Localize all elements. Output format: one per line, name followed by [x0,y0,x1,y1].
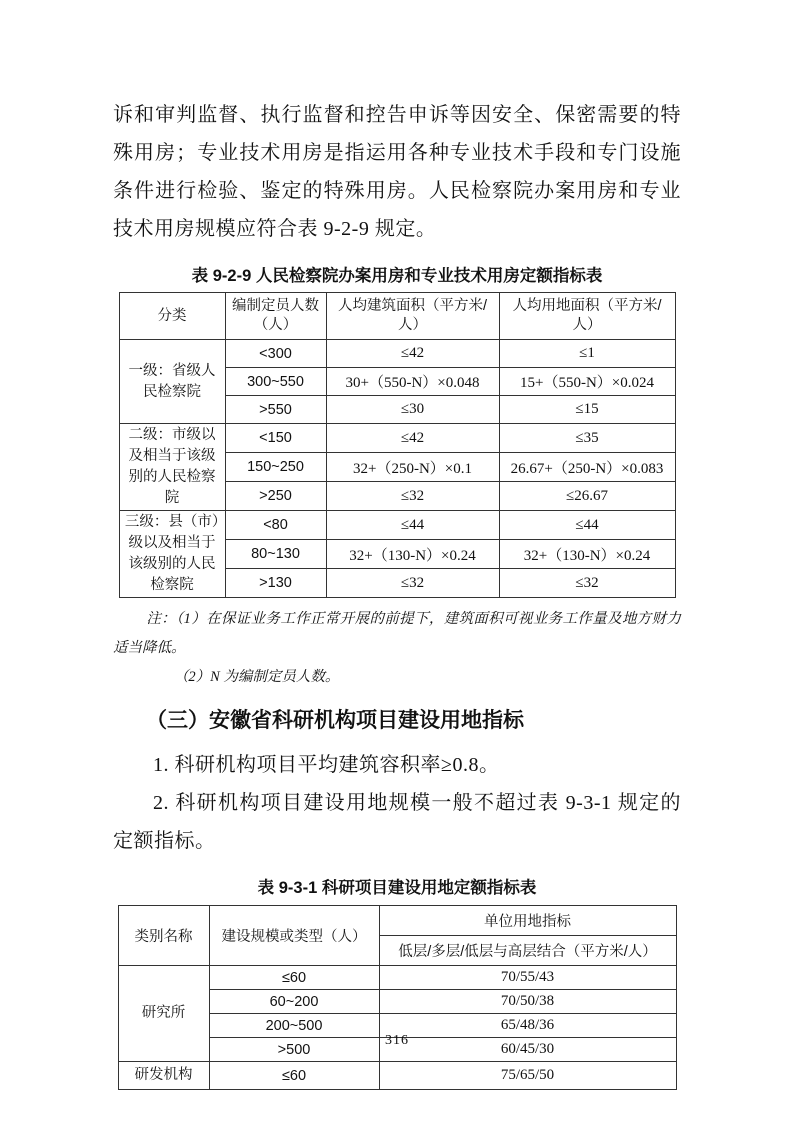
table-cell: 80~130 [225,540,326,569]
category-cell-research-institute: 研究所 [118,966,209,1062]
list-item-1: 1. 科研机构项目平均建筑容积率≥0.8。 [153,754,500,776]
header-scale-type: 建设规模或类型（人） [209,906,379,966]
table-header-row [118,906,676,936]
page-number: 316 [385,1033,409,1048]
table-cell: ≤15 [499,396,675,424]
table-cell: ≤32 [326,482,499,511]
category-cell-level1: 一级：省级人民检察院 [119,340,225,424]
table-9-3-1 [118,905,677,1090]
table-cell: 32+（130-N）×0.24 [499,540,675,569]
header-unit-land-indicator: 单位用地指标 [379,906,676,936]
table-cell: ≤42 [326,340,499,368]
list-item-2: 2. 科研机构项目建设用地规模一般不超过表 9-3-1 规定的定额指标。 [113,792,681,852]
table-cell: >550 [225,396,326,424]
table-cell: ≤26.67 [499,482,675,511]
table-9-3-1-title: 表 9-3-1 科研项目建设用地定额指标表 [257,879,537,897]
header-land-area: 人均用地面积（平方米/人） [499,293,675,340]
section-heading: （三）安徽省科研机构项目建设用地指标 [146,709,524,732]
table-notes [113,605,681,692]
category-cell-level3: 三级：县（市）级以及相当于该级别的人民检察院 [119,511,225,598]
table-cell: 150~250 [225,453,326,482]
table-cell: 26.67+（250-N）×0.083 [499,453,675,482]
table-9-2-9 [119,292,676,598]
table-row [118,1062,676,1090]
table-row [119,511,675,540]
table-row [118,966,676,990]
table-cell: <150 [225,424,326,453]
table-row [119,424,675,453]
table-cell: <300 [225,340,326,368]
table-header-row [119,293,675,340]
table-cell: <80 [225,511,326,540]
note-2: （2）N 为编制定员人数。 [173,669,340,685]
table-cell: 30+（550-N）×0.048 [326,368,499,396]
header-storey-combination: 低层/多层/低层与高层结合（平方米/人） [379,936,676,966]
table-cell: 75/65/50 [379,1062,676,1090]
table-cell: ≤42 [326,424,499,453]
note-1: 注：（1）在保证业务工作正常开展的前提下，建筑面积可视业务工作量及地方财力适当降低。 [113,611,681,656]
table-cell: ≤1 [499,340,675,368]
table-cell: ≤44 [499,511,675,540]
table-cell: ≤32 [326,569,499,598]
table-cell: ≤32 [499,569,675,598]
table-cell: 32+（130-N）×0.24 [326,540,499,569]
table-cell: >250 [225,482,326,511]
table-cell: ≤60 [209,1062,379,1090]
table-cell: ≤35 [499,424,675,453]
table-cell: 60/45/30 [379,1038,676,1062]
header-category: 分类 [119,293,225,340]
category-cell-rd-institution: 研发机构 [118,1062,209,1090]
table-9-2-9-title: 表 9-2-9 人民检察院办案用房和专业技术用房定额指标表 [191,267,603,285]
table-cell: ≤60 [209,966,379,990]
header-staff-count: 编制定员人数（人） [225,293,326,340]
table-cell: 60~200 [209,990,379,1014]
header-category-name: 类别名称 [118,906,209,966]
table-cell: 300~550 [225,368,326,396]
table-cell: 70/55/43 [379,966,676,990]
table-cell: >130 [225,569,326,598]
intro-paragraph: 诉和审判监督、执行监督和控告申诉等因安全、保密需要的特殊用房；专业技术用房是指运用各种专业技术手段和专门设施条件进行检验、鉴定的特殊用房。人民检察院办案用房和专业技术用房规模应符合表 9-2-9 规定。 [113,104,681,240]
table-cell: ≤30 [326,396,499,424]
category-cell-level2: 二级：市级以及相当于该级别的人民检察院 [119,424,225,511]
table-cell: 65/48/36 [379,1014,676,1038]
table-cell: 200~500 [209,1014,379,1038]
table-cell: 32+（250-N）×0.1 [326,453,499,482]
table-cell: >500 [209,1038,379,1062]
table-row [119,340,675,368]
table-cell: 70/50/38 [379,990,676,1014]
header-building-area: 人均建筑面积（平方米/人） [326,293,499,340]
table-cell: 15+（550-N）×0.024 [499,368,675,396]
table-cell: ≤44 [326,511,499,540]
